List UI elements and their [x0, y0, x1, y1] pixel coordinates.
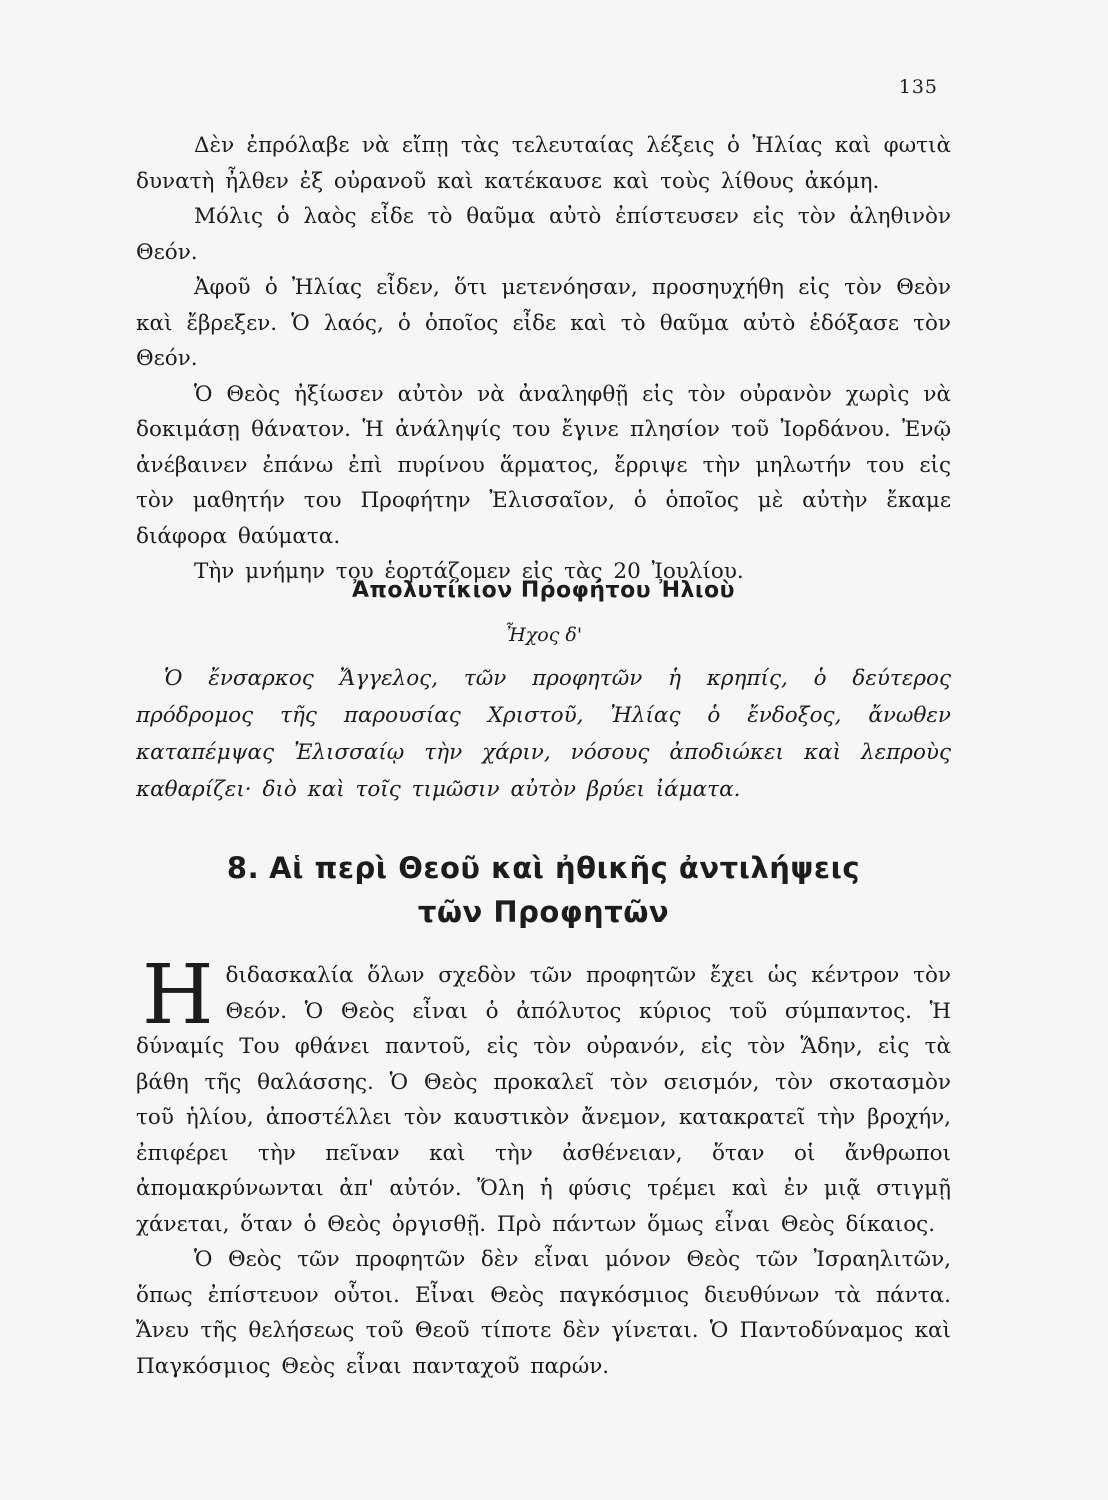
intro-paragraph: Δὲν ἐπρόλαβε νὰ εἴπῃ τὰς τελευταίας λέξεις ὁ Ἠλίας καὶ φωτιὰ δυνατὴ ἦλθεν ἐξ οὐρανοῦ καὶ κατέκαυσε καὶ τοὺς λίθους ἀκόμη.: [136, 133, 951, 194]
page-number: 135: [898, 76, 938, 98]
intro-paragraph: Τὴν μνήμην του ἑορτάζομεν εἰς τὰς 20 Ἰουλίου.: [194, 559, 744, 584]
section-number: 8.: [226, 851, 260, 885]
body-paragraph-1-text: διδασκαλία ὅλων σχεδὸν τῶν προφητῶν ἔχει ὡς κέντρον τὸν Θεόν. Ὁ Θεὸς εἶναι ὁ ἀπόλυτος κύριος τοῦ σύμπαντος. Ἡ δύναμίς Του φθάνει παντοῦ, εἰς τὸν οὐρανόν, εἰς τὸν Ἅδην, εἰς τὰ βάθη τῆς θαλάσσης. Ὁ Θεὸς προκαλεῖ τὸν σεισμόν, τὸν σκοτασμὸν τοῦ ἡλίου, ἀποστέλλει τὸν καυστικὸν ἄνεμον, κατακρατεῖ τὴν βροχήν, ἐπιφέρει τὴν πεῖναν καὶ τὴν ἀσθένειαν, ὅταν οἱ ἄνθρωποι ἀπομακρύνωνται ἀπ' αὐτόν. Ὅλη ἡ φύσις τρέμει καὶ ἐν μιᾷ στιγμῇ χάνεται, ὅταν ὁ Θεὸς ὀργισθῇ. Πρὸ πάντων ὅμως εἶναι Θεὸς δίκαιος.: [136, 963, 951, 1237]
intro-paragraph: Μόλις ὁ λαὸς εἶδε τὸ θαῦμα αὐτὸ ἐπίστευσεν εἰς τὸν ἀληθινὸν Θεόν.: [136, 204, 951, 265]
hymn-text: [136, 660, 951, 808]
section-body: [136, 948, 951, 1384]
section-title-line-2: τῶν Προφητῶν: [417, 895, 670, 929]
section-title-line-1: Αἱ περὶ Θεοῦ καὶ ἠθικῆς ἀντιλήψεις: [269, 851, 861, 885]
hymn-tone: Ἦχος δ': [504, 624, 583, 646]
hymn-paragraph: Ὁ ἔνσαρκος Ἄγγελος, τῶν προφητῶν ἡ κρηπίς, ὁ δεύτερος πρόδρομος τῆς παρουσίας Χριστοῦ, Ἠλίας ὁ ἔνδοξος, ἄνωθεν καταπέμψας Ἐλισσαίῳ τὴν χάριν, νόσους ἀποδιώκει καὶ λεπροὺς καθαρίζει· διὸ καὶ τοῖς τιμῶσιν αὐτὸν βρύει ἰάματα.: [136, 666, 951, 802]
body-paragraph-2: Ὁ Θεὸς τῶν προφητῶν δὲν εἶναι μόνον Θεὸς τῶν Ἰσραηλιτῶν, ὅπως ἐπίστευον οὗτοι. Εἶναι Θεὸς παγκόσμιος διευθύνων τὰ πάντα. Ἄνευ τῆς θελήσεως τοῦ Θεοῦ τίποτε δὲν γίνεται. Ὁ Παντοδύναμος καὶ Παγκόσμιος Θεὸς εἶναι πανταχοῦ παρών.: [136, 1247, 951, 1379]
intro-paragraph: Ἀφοῦ ὁ Ἠλίας εἶδεν, ὅτι μετενόησαν, προσηυχήθη εἰς τὸν Θεὸν καὶ ἔβρεξεν. Ὁ λαός, ὁ ὁποῖος εἶδε καὶ τὸ θαῦμα αὐτὸ ἐδόξασε τὸν Θεόν.: [136, 275, 951, 371]
intro-paragraph: Ὁ Θεὸς ἠξίωσεν αὐτὸν νὰ ἀναληφθῇ εἰς τὸν οὐρανὸν χωρὶς νὰ δοκιμάσῃ θάνατον. Ἡ ἀνάληψίς του ἔγινε πλησίον τοῦ Ἰορδάνου. Ἐνῷ ἀνέβαινεν ἐπάνω ἐπὶ πυρίνου ἅρματος, ἔρριψε τὴν μηλωτήν του εἰς τὸν μαθητήν του Προφήτην Ἐλισσαῖον, ὁ ὁποῖος μὲ αὐτὴν ἔκαμε διάφορα θαύματα.: [136, 381, 951, 549]
section-heading-line-1: [136, 846, 951, 890]
section-heading: [136, 846, 951, 934]
body-paragraph-1: [136, 948, 951, 1242]
intro-text: [136, 128, 951, 590]
hymn-title: Ἀπολυτίκιον Προφήτου Ἠλιοὺ: [352, 578, 735, 603]
drop-cap: Η: [142, 948, 214, 1043]
